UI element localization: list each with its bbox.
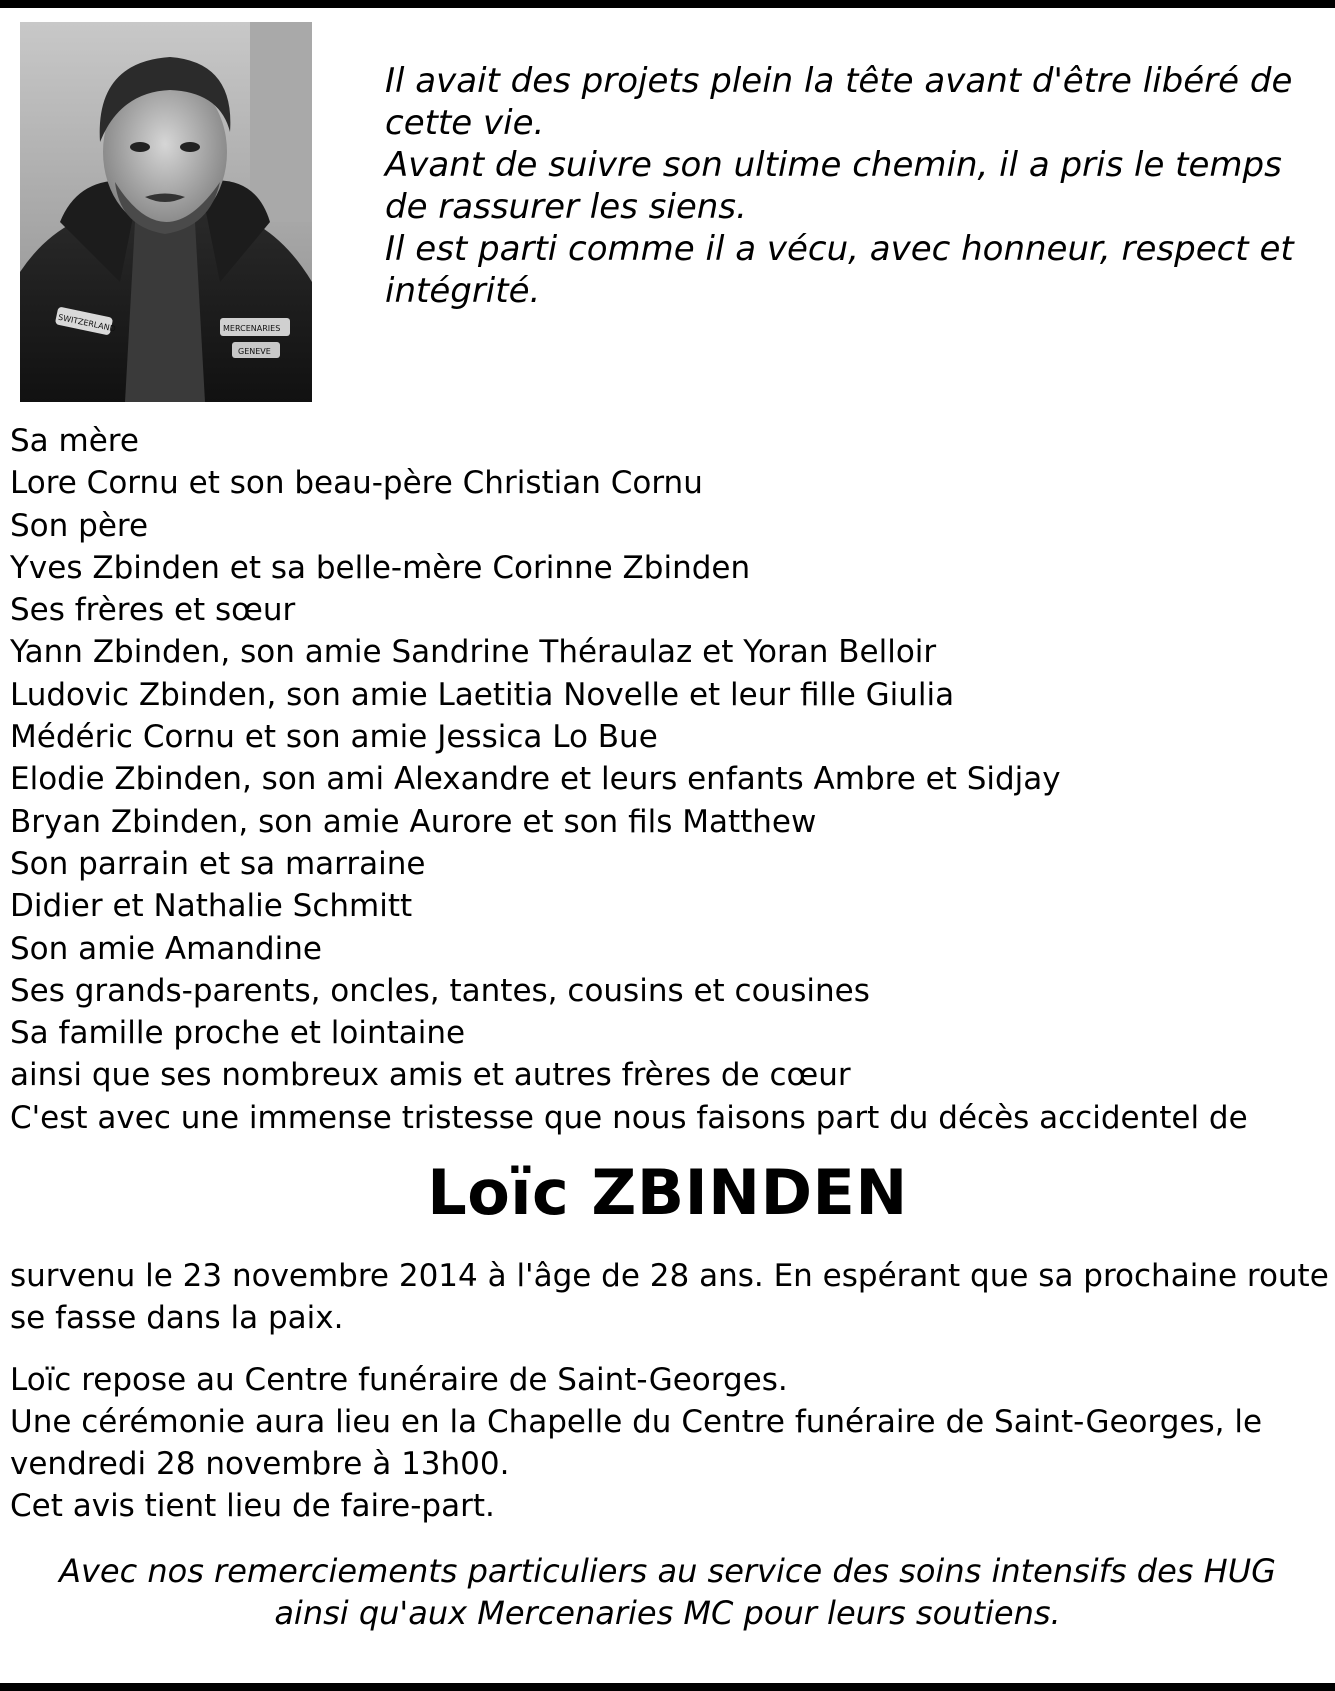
intro-poem xyxy=(385,60,1320,312)
ceremony-line: Loïc repose au Centre funéraire de Saint-Georges. xyxy=(10,1362,788,1398)
family-line: Yves Zbinden et sa belle-mère Corinne Zbinden xyxy=(10,549,751,586)
family-line: Ludovic Zbinden, son amie Laetitia Novelle et leur fille Giulia xyxy=(10,676,955,713)
patch-switzerland-text: SWITZERLAND xyxy=(57,312,117,334)
announcement-line: C'est avec une immense tristesse que nous faisons part du décès accidentel de xyxy=(10,1099,1248,1136)
top-border-rule xyxy=(0,0,1335,8)
thanks-note: Avec nos remerciements particuliers au service des soins intensifs des HUG ainsi qu'aux Mercenaries MC pour leurs soutiens. xyxy=(59,1552,1276,1632)
ceremony-line: Cet avis tient lieu de faire-part. xyxy=(10,1488,495,1524)
deceased-name: Loïc ZBINDEN xyxy=(427,1156,908,1229)
patch-geneve-text: GENEVE xyxy=(238,347,271,356)
family-line: Bryan Zbinden, son amie Aurore et son fils Matthew xyxy=(10,803,817,840)
family-line: Didier et Nathalie Schmitt xyxy=(10,888,413,925)
family-line: Son père xyxy=(10,507,149,544)
family-line: Son parrain et sa marraine xyxy=(10,845,426,882)
death-info xyxy=(10,1255,1330,1339)
family-line: Son amie Amandine xyxy=(10,930,322,967)
death-info-text: survenu le 23 novembre 2014 à l'âge de 28 ans. En espérant que sa prochaine route se fasse dans la paix. xyxy=(10,1258,1329,1336)
family-line: ainsi que ses nombreux amis et autres frères de cœur xyxy=(10,1057,851,1094)
ceremony-line: Une cérémonie aura lieu en la Chapelle du Centre funéraire de Saint-Georges, le vendredi 28 novembre à 13h00. xyxy=(10,1404,1263,1482)
family-line: Sa famille proche et lointaine xyxy=(10,1015,466,1052)
patch-mercenaries-text: MERCENARIES xyxy=(223,324,281,333)
intro-line: Il est parti comme il a vécu, avec honneur, respect et intégrité. xyxy=(385,229,1294,311)
family-line: Ses grands-parents, oncles, tantes, cousins et cousines xyxy=(10,972,870,1009)
ceremony-info xyxy=(10,1359,1330,1527)
family-line: Ses frères et sœur xyxy=(10,592,296,629)
portrait-photo xyxy=(20,22,312,402)
family-line: Sa mère xyxy=(10,423,139,459)
family-list xyxy=(10,420,1310,1139)
intro-line: Il avait des projets plein la tête avant d'être libéré de cette vie. xyxy=(385,61,1293,143)
family-line: Lore Cornu et son beau-père Christian Cornu xyxy=(10,465,703,502)
bottom-border-rule xyxy=(0,1683,1335,1691)
family-line: Yann Zbinden, son amie Sandrine Théraulaz et Yoran Belloir xyxy=(10,634,937,671)
family-line: Elodie Zbinden, son ami Alexandre et leurs enfants Ambre et Sidjay xyxy=(10,761,1061,798)
intro-line: Avant de suivre son ultime chemin, il a pris le temps de rassurer les siens. xyxy=(385,145,1282,227)
family-line: Médéric Cornu et son amie Jessica Lo Bue xyxy=(10,719,658,756)
